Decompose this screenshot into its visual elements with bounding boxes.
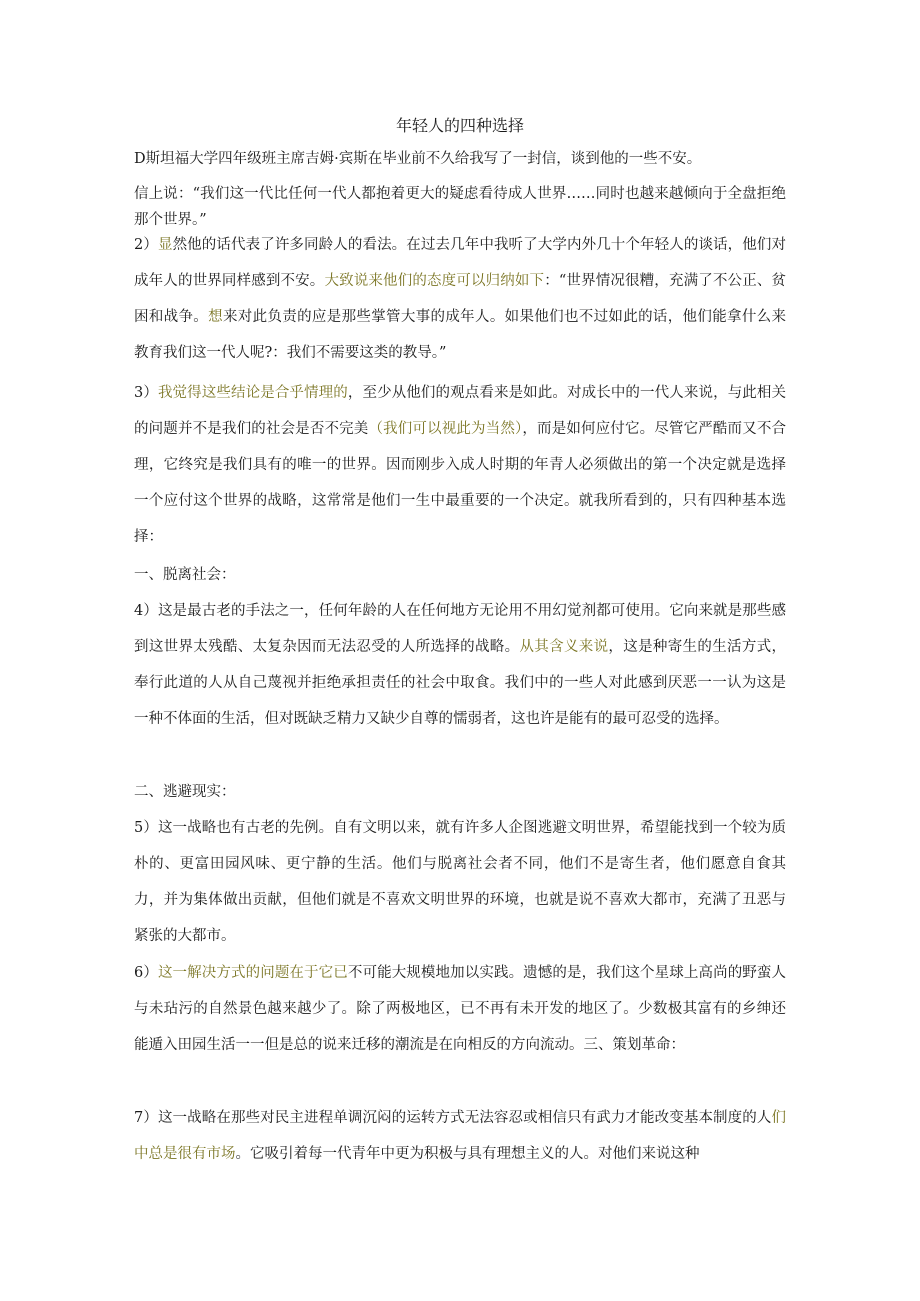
highlighted-text: 我觉得这些结论是合乎情理的 bbox=[157, 385, 348, 401]
paragraph-text: 然他的话代表了许多同龄人的看法。在过去几年中我听了大学内外几十个年轻人的谈话，他们对成年人的世界同样感到不安。 bbox=[134, 237, 786, 289]
paragraph-text: ：“世界情况很糟，充满了不公正、贫困和战争。 bbox=[134, 273, 787, 325]
paragraph-text: 6） bbox=[134, 965, 158, 981]
paragraph-text: 信上说：“我们这一代比任何一代人都抱着更大的疑虑看待成人世界……同时也越来越倾向于全盘拒绝那个世界。” bbox=[134, 186, 786, 228]
paragraph-text: 2） bbox=[134, 237, 158, 253]
paragraph-3 bbox=[134, 375, 786, 555]
paragraph-7 bbox=[134, 1100, 786, 1172]
paragraph-5 bbox=[134, 810, 786, 954]
highlighted-text: 大致说来他们的态度可以归纳如下 bbox=[324, 273, 545, 289]
paragraph-text: 5）这一战略也有古老的先例。自有文明以来，就有许多人企图逃避文明世界，希望能找到一个较为质朴的、更富田园风味、更宁静的生活。他们与脱离社会者不同，他们不是寄生者，他们愿意自食其力，并为集体做出贡献，但他们就是不喜欢文明世界的环境，也就是说不喜欢大都市，充满了丑恶与紧张的大都市。 bbox=[134, 820, 786, 944]
page-title: 年轻人的四种选择 bbox=[395, 116, 524, 135]
highlighted-text: 这一解决方式的问题在于它已 bbox=[157, 965, 348, 981]
paragraph-text: 不可能大规模地加以实践。遗憾的是，我们这个星球上高尚的野蛮人与未玷污的自然景色越来越少了。除了两极地区，已不再有未开发的地区了。少数极其富有的乡绅还能遁入田园生活一一但是总的说来迁移的潮流是在向相反的方向流动。三、策划革命： bbox=[134, 965, 787, 1053]
highlighted-text: 显 bbox=[157, 237, 173, 253]
highlighted-text: 想 bbox=[208, 309, 223, 325]
paragraph-text: ，而是如何应付它。尽管它严酷而又不合理，它终究是我们具有的唯一的世界。因而刚步入成人时期的年青人必须做出的第一个决定就是选择一个应付这个世界的战略，这常常是他们一生中最重要的一个决定。就我所看到的，只有四种基本选择： bbox=[134, 421, 786, 545]
paragraph-text: 。它吸引着每一代青年中更为积极与具有理想主义的人。对他们来说这种 bbox=[235, 1146, 700, 1162]
highlighted-text: 们中总是很有市场 bbox=[134, 1110, 786, 1162]
paragraph-text: 一、脱离社会： bbox=[134, 567, 236, 583]
paragraph-intro bbox=[134, 141, 786, 177]
paragraph-text: 来对此负责的应是那些掌管大事的成年人。如果他们也不过如此的话，他们能拿什么来教育我们这一代人呢?：我们不需要这类的教导。” bbox=[134, 309, 787, 361]
paragraph-6 bbox=[134, 955, 786, 1063]
highlighted-text: （我们可以视此为当然） bbox=[368, 421, 523, 437]
paragraph-letter-quote bbox=[134, 181, 786, 233]
paragraph-text: 7）这一战略在那些对民主进程单调沉闷的运转方式无法容忍或相信只有武力才能改变基本制度的人 bbox=[134, 1110, 772, 1126]
paragraph-text: 4）这是最古老的手法之一，任何年龄的人在任何地方无论用不用幻觉剂都可使用。它向来就是那些感到这世界太残酷、太复杂因而无法忍受的人所选择的战略。 bbox=[134, 603, 786, 655]
paragraph-text: 斯坦福大学四年级班主席吉姆·宾斯在毕业前不久给我写了一封信，谈到他的一些不安。 bbox=[145, 151, 702, 167]
paragraph-2 bbox=[134, 227, 786, 371]
highlighted-text: 从其含义来说 bbox=[519, 639, 609, 655]
paragraph-text: ，这是种寄生的生活方式，奉行此道的人从自己蔑视并拒绝承担责任的社会中取食。我们中的一些人对此感到厌恶一一认为这是一种不体面的生活，但对既缺乏精力又缺少自尊的懦弱者，这也许是能有的最可忍受的选择。 bbox=[134, 639, 787, 727]
paragraph-text: 3） bbox=[134, 385, 158, 401]
paragraph-4 bbox=[134, 593, 786, 737]
paragraph-text: D bbox=[134, 151, 146, 167]
paragraph-text: 二、逃避现实： bbox=[134, 784, 236, 800]
section-heading-withdraw bbox=[134, 557, 786, 593]
section-heading-escape bbox=[134, 774, 786, 810]
paragraph-text: ，至少从他们的观点看来是如此。对成长中的一代人来说，与此相关的问题并不是我们的社会是否不完美 bbox=[134, 385, 787, 437]
